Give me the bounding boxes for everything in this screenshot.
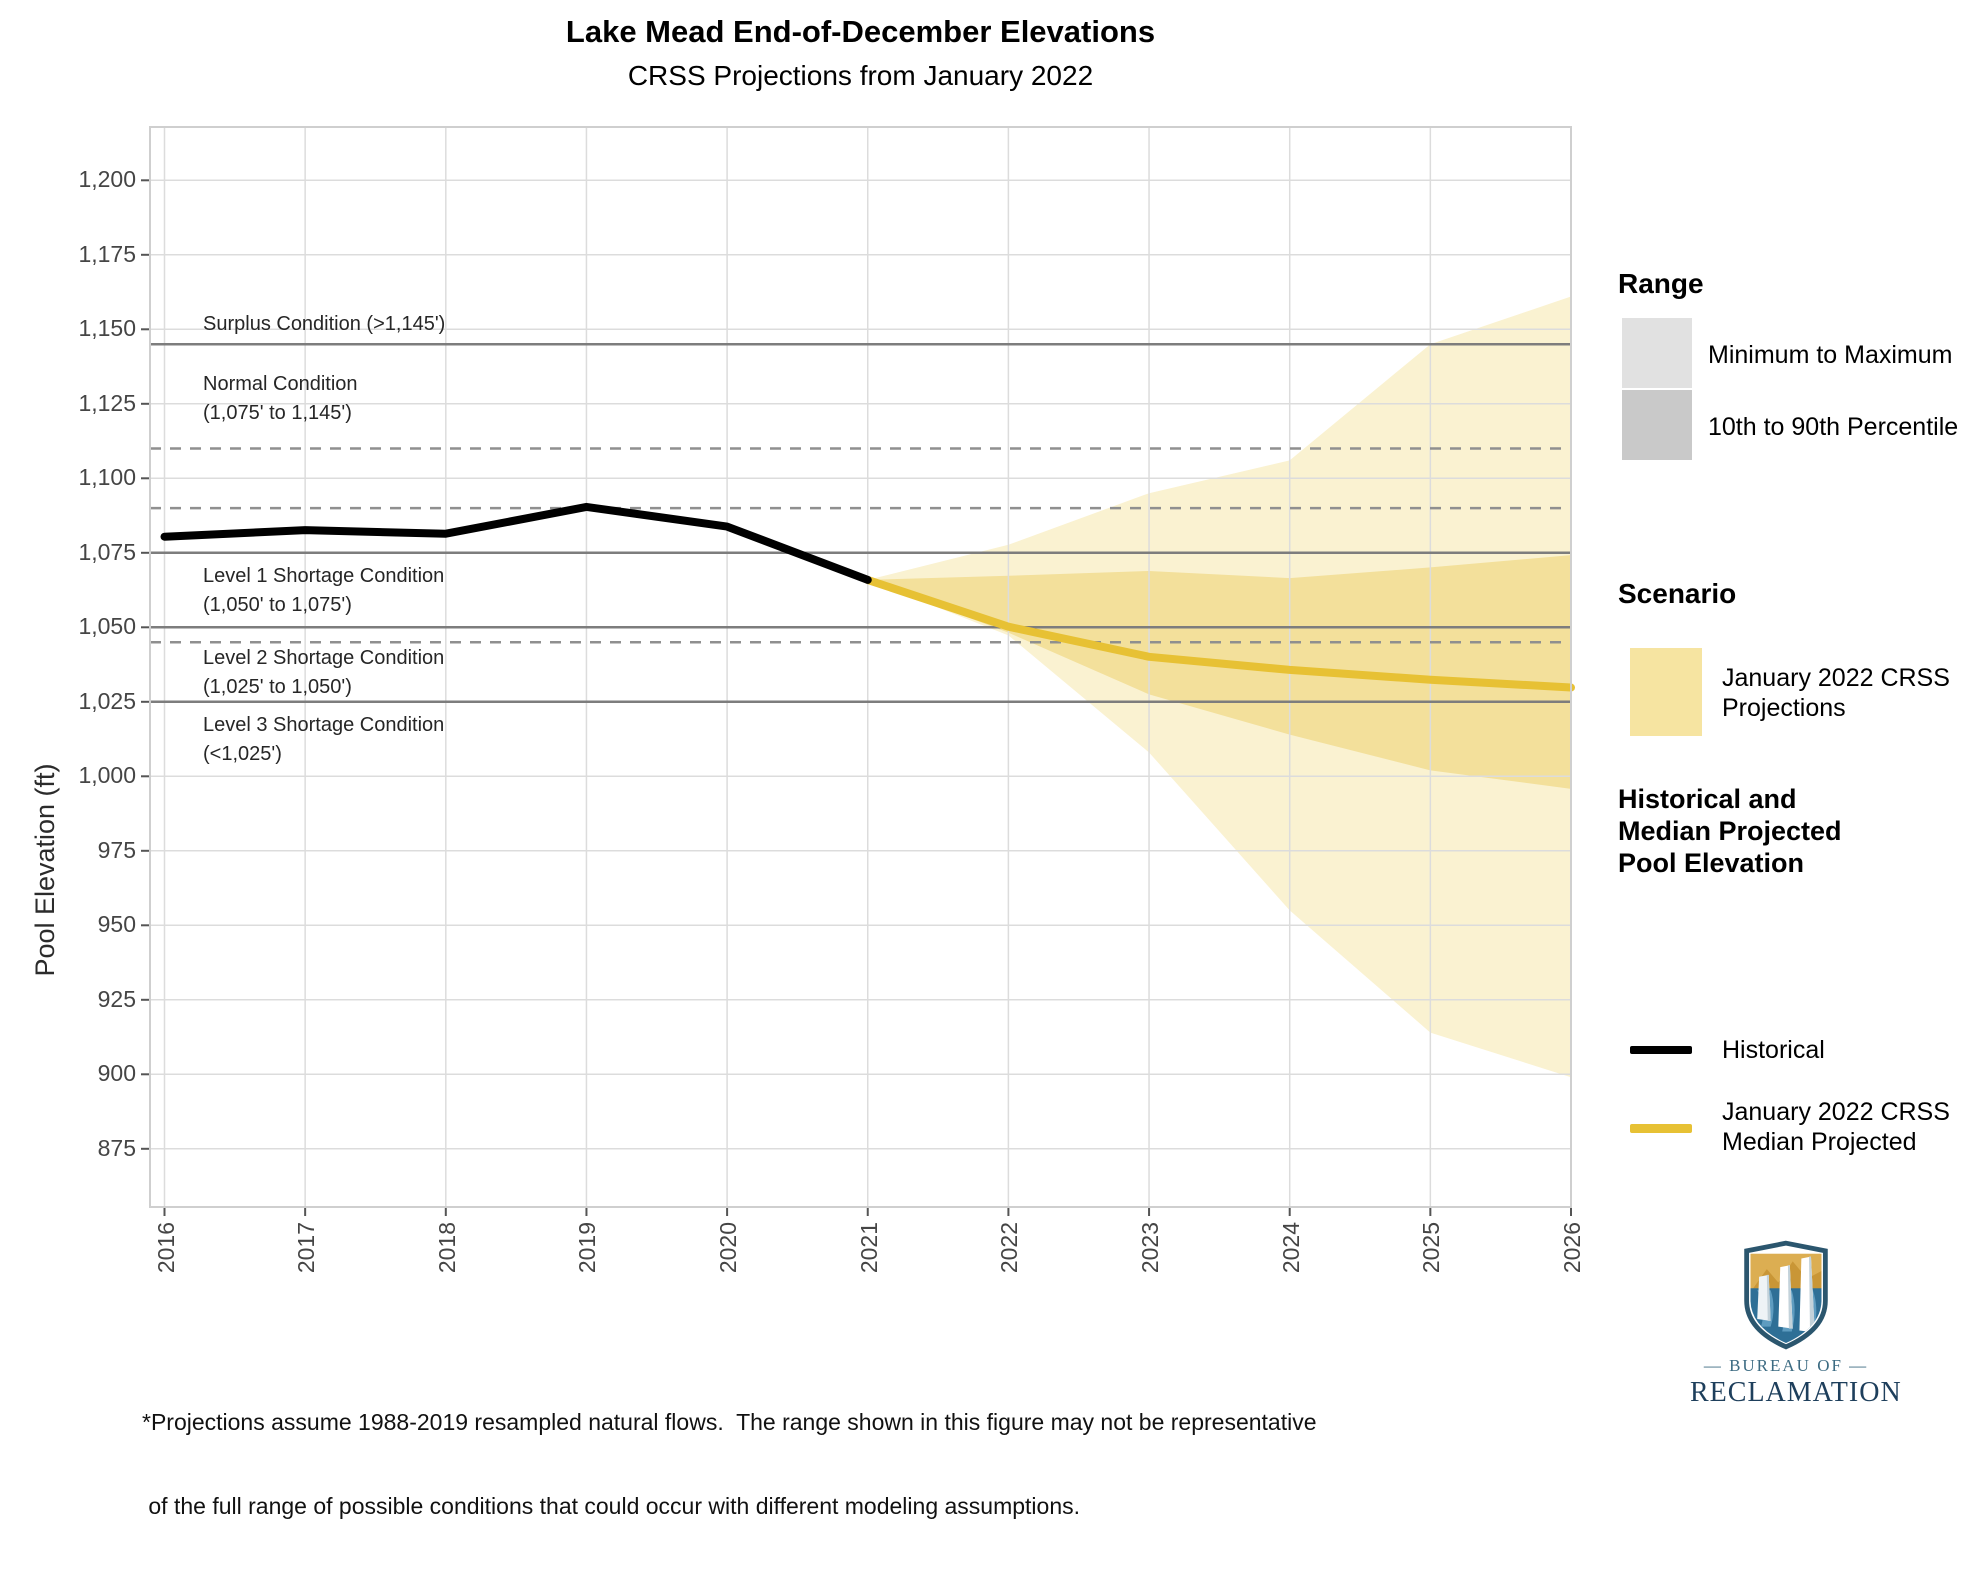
x-tick-label: 2022: [996, 1222, 1023, 1274]
x-tick-label: 2019: [574, 1222, 601, 1274]
y-tick-label: 975: [97, 836, 136, 863]
y-tick-label: 1,050: [78, 613, 136, 640]
x-tick-label: 2021: [855, 1222, 882, 1274]
x-tick-label: 2023: [1137, 1222, 1164, 1274]
x-tick-label: 2016: [152, 1222, 179, 1274]
footnote-line-2: of the full range of possible conditions that could occur with different modeling assumptions.: [142, 1493, 1081, 1519]
condition-label: Normal Condition: [203, 372, 358, 395]
condition-label: (1,050' to 1,075'): [203, 594, 352, 617]
legend-lines-header-3: Pool Elevation: [1618, 848, 1805, 878]
condition-label: (1,025' to 1,050'): [203, 676, 352, 699]
reclamation-shield-icon: [1738, 1240, 1834, 1350]
condition-label: Level 3 Shortage Condition: [203, 714, 445, 737]
x-tick-label: 2026: [1559, 1222, 1585, 1274]
y-tick-label: 950: [97, 911, 136, 938]
y-tick-label: 1,025: [78, 687, 136, 714]
condition-label: (1,075' to 1,145'): [203, 401, 352, 424]
bureau-of-reclamation-logo: [1690, 1240, 1902, 1409]
legend-label-10-90: 10th to 90th Percentile: [1708, 413, 1959, 441]
condition-label: Level 2 Shortage Condition: [203, 647, 445, 670]
legend-line-median: [1630, 1124, 1692, 1133]
y-tick-label: 900: [97, 1060, 136, 1087]
y-tick-label: 875: [97, 1134, 136, 1161]
y-tick-label: 1,075: [78, 538, 136, 565]
y-tick-label: 1,000: [78, 762, 136, 789]
legend-label-median-1: January 2022 CRSS: [1722, 1098, 1950, 1126]
legend-scenario-header: Scenario: [1618, 578, 1737, 609]
legend-label-scenario-2: Projections: [1722, 694, 1846, 722]
x-tick-label: 2017: [293, 1222, 320, 1274]
x-tick-label: 2020: [715, 1222, 742, 1274]
legend-label-scenario-1: January 2022 CRSS: [1722, 664, 1950, 692]
x-tick-label: 2018: [433, 1222, 460, 1274]
legend-range-header: Range: [1618, 268, 1704, 299]
legend-swatch-scenario: [1630, 648, 1702, 736]
legend-label-historical: Historical: [1722, 1036, 1825, 1064]
footnote-line-1: *Projections assume 1988-2019 resampled natural flows. The range shown in this figure may not be representative: [142, 1409, 1317, 1435]
condition-label: Surplus Condition (>1,145'): [203, 313, 446, 336]
y-tick-label: 1,200: [78, 166, 136, 193]
condition-label: Level 1 Shortage Condition: [203, 565, 445, 588]
y-tick-label: 1,100: [78, 464, 136, 491]
logo-reclamation-text: RECLAMATION: [1690, 1377, 1902, 1408]
chart-title: Lake Mead End-of-December Elevations: [565, 14, 1156, 49]
chart-subtitle: CRSS Projections from January 2022: [627, 60, 1094, 91]
x-tick-label: 2024: [1277, 1222, 1304, 1274]
legend-label-median-2: Median Projected: [1722, 1128, 1917, 1156]
legend-swatch-10-90: [1622, 390, 1692, 460]
footnote: [142, 1352, 1317, 1576]
y-tick-label: 1,150: [78, 315, 136, 342]
legend-line-historical: [1630, 1046, 1692, 1054]
legend-swatch-min-max: [1622, 318, 1692, 388]
x-tick-label: 2025: [1418, 1222, 1445, 1274]
legend-lines-header-2: Median Projected: [1618, 816, 1842, 846]
y-tick-label: 925: [97, 985, 136, 1012]
y-axis-title: Pool Elevation (ft): [30, 763, 60, 977]
legend-lines-header-1: Historical and: [1618, 784, 1797, 814]
y-tick-label: 1,175: [78, 240, 136, 267]
condition-label: (<1,025'): [203, 743, 282, 766]
logo-bureau-of-text: — BUREAU OF —: [1703, 1356, 1869, 1375]
legend-label-min-max: Minimum to Maximum: [1708, 341, 1953, 369]
y-tick-label: 1,125: [78, 389, 136, 416]
